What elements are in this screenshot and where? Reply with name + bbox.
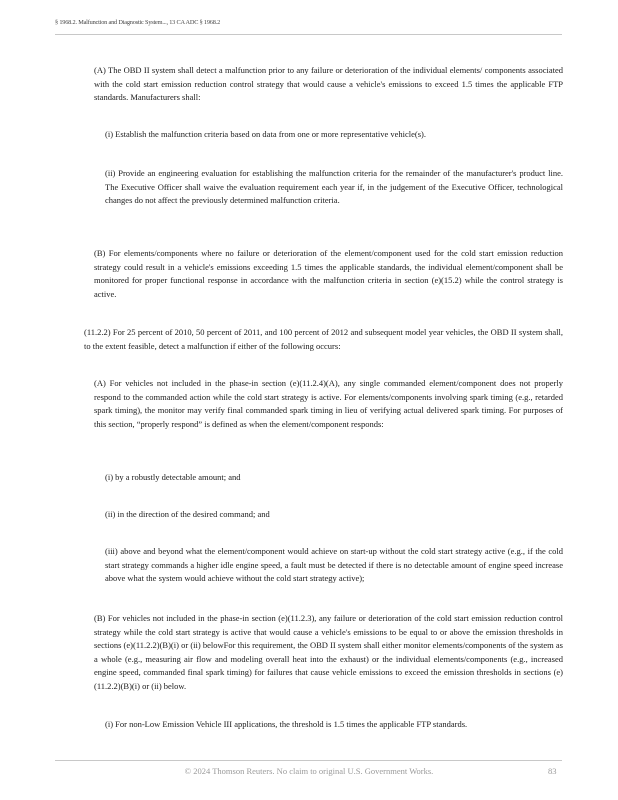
paragraph-A-commanded-element: (A) For vehicles not included in the phase-in section (e)(11.2.4)(A), any single commanded element/component does not properly respond to the commanded action while the cold start strategy is active. For elements/components involving spark timing (e.g., retarded spark timing), the monitor may verify final commanded spark timing in lieu of verifying actual delivered spark timing. For purposes of this section, “properly respond” is defined as when the element/component responds: (94, 378, 563, 429)
paragraph-A-cold-start-malfunction: (A) The OBD II system shall detect a malfunction prior to any failure or deterioration of the individual elements/ components associated with the cold start emission reduction control strategy that would cause a vehicle's emissions to exceed 1.5 times the applicable FTP standards. Manufacturers shall: (94, 65, 563, 103)
page-number: 83 (548, 766, 557, 776)
paragraph-iii-above-and-beyond: (iii) above and beyond what the element/component would achieve on start-up without the cold start strategy active (e.g., if the cold start strategy commands a higher idle engine speed, a fault must be detected if there is no detectable amount of engine speed increase above what the system would achieve without the cold start strategy active); (105, 546, 563, 584)
paragraph-B-emission-thresholds: (B) For vehicles not included in the phase-in section (e)(11.2.3), any failure or deterioration of the cold start emission reduction control strategy while the cold start strategy is active that would cause a vehicle's emissions to be equal to or above the emission thresholds in sections (e)(11.2.2)(B)(i) or (ii) belowFor this requirement, the OBD II system shall either monitor elements/components of the system as a whole (e.g., measuring air flow and modeling overall heat into the exhaust) or the individual elements/components (e.g., increased engine speed, commanded final spark timing) for failures that cause vehicle emissions to exceed the emission thresholds in sections (e)(11.2.2)(B)(i) or (ii) below. (94, 613, 563, 691)
paragraph-11-2-2-phase-in: (11.2.2) For 25 percent of 2010, 50 percent of 2011, and 100 percent of 2012 and subsequent model year vehicles, the OBD II system shall, to the extent feasible, detect a malfunction if either of the following occurs: (84, 327, 563, 351)
paragraph-i-malfunction-criteria: (i) Establish the malfunction criteria based on data from one or more representative vehicle(s). (105, 129, 426, 139)
header-divider (55, 34, 562, 35)
paragraph-B-functional-response: (B) For elements/components where no failure or deterioration of the element/component used for the cold start emission reduction strategy could result in a vehicle's emissions exceeding 1.5 times the applicable standards, the individual element/component shall be monitored for proper functional response in accordance with the malfunction criteria in section (e)(15.2) while the control strategy is active. (94, 248, 563, 299)
footer-divider (55, 760, 562, 761)
paragraph-ii-engineering-evaluation: (ii) Provide an engineering evaluation for establishing the malfunction criteria for the remainder of the manufacturer's product line. The Executive Officer shall waive the evaluation requirement each year if, in the judgement of the Executive Officer, technological changes do not affect the previously determined malfunction criteria. (105, 168, 563, 206)
paragraph-i-non-lev-iii-threshold: (i) For non-Low Emission Vehicle III applications, the threshold is 1.5 times the applicable FTP standards. (105, 719, 468, 729)
paragraph-i-detectable-amount: (i) by a robustly detectable amount; and (105, 472, 241, 482)
paragraph-ii-desired-command: (ii) in the direction of the desired command; and (105, 509, 270, 519)
footer-copyright: © 2024 Thomson Reuters. No claim to original U.S. Government Works. (184, 766, 434, 776)
running-header: § 1968.2. Malfunction and Diagnostic System..., 13 CA ADC § 1968.2 (55, 19, 221, 26)
